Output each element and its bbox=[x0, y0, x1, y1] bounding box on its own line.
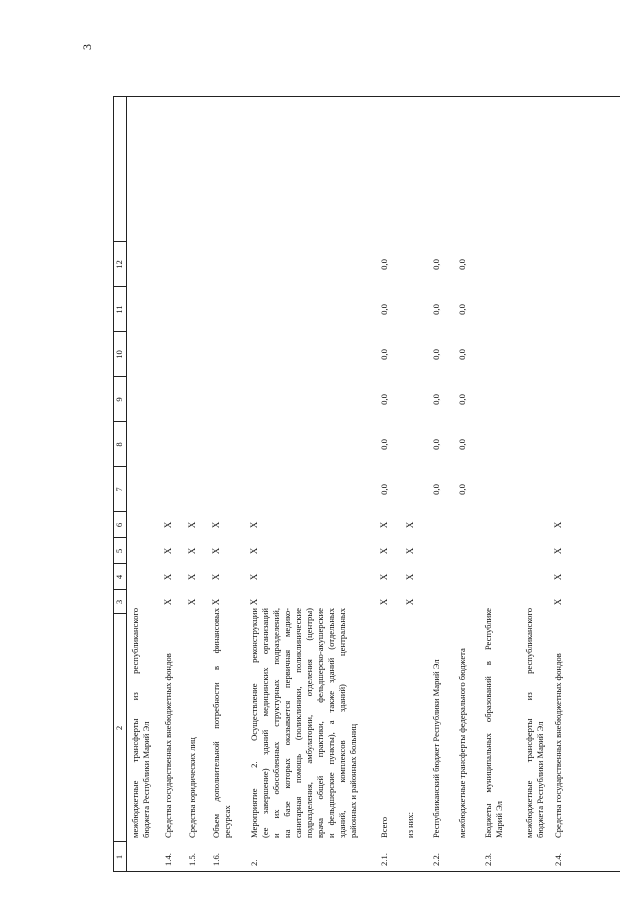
cross-mark: X bbox=[249, 547, 259, 555]
value-cell: 0,0 bbox=[379, 394, 389, 405]
header-cell: 4 bbox=[114, 574, 124, 580]
cross-mark: X bbox=[405, 598, 415, 606]
cross-mark: X bbox=[163, 598, 173, 606]
value-cell: 0,0 bbox=[431, 349, 441, 360]
cross-mark: X bbox=[553, 547, 563, 555]
cross-mark: X bbox=[405, 573, 415, 581]
value-cell: 0,0 bbox=[431, 484, 441, 495]
row-description bbox=[187, 608, 198, 838]
cross-mark: X bbox=[553, 521, 563, 529]
row-number: 2.3. bbox=[483, 853, 493, 866]
cross-mark: X bbox=[553, 573, 563, 581]
row-description-line: районных и районных больниц bbox=[348, 723, 358, 838]
header-cell: 10 bbox=[114, 350, 124, 359]
value-cell: 0,0 bbox=[457, 394, 467, 405]
row-description bbox=[130, 608, 152, 838]
header-bottom-border bbox=[126, 97, 127, 872]
table-left-border bbox=[113, 871, 620, 872]
cross-mark: X bbox=[379, 598, 389, 606]
row-number: 1.5. bbox=[187, 853, 197, 866]
table-right-border bbox=[113, 96, 620, 97]
header-cell: 12 bbox=[114, 260, 124, 269]
row-description-line: Мероприятие 2. Осуществление реконструкции bbox=[249, 608, 259, 838]
row-description-line: Объем дополнительной потребности в финансовых bbox=[211, 608, 221, 838]
row-number: 2.1. bbox=[379, 853, 389, 866]
row-description-line: ресурсах bbox=[222, 805, 232, 838]
row-description-line: Всего bbox=[379, 816, 389, 838]
header-cell: 7 bbox=[114, 487, 124, 492]
cross-mark: X bbox=[405, 521, 415, 529]
value-cell: 0,0 bbox=[379, 304, 389, 315]
row-number: 2.2. bbox=[431, 853, 441, 866]
header-separator bbox=[113, 241, 126, 242]
cross-mark: X bbox=[163, 573, 173, 581]
value-cell: 0,0 bbox=[379, 484, 389, 495]
row-number: 1.4. bbox=[163, 853, 173, 866]
row-description-line: Республиканский бюджет Республики Марий Эл bbox=[431, 659, 441, 838]
header-cell: 11 bbox=[114, 305, 124, 314]
header-cell: 2 bbox=[114, 725, 124, 731]
header-separator bbox=[113, 421, 126, 422]
header-separator bbox=[113, 841, 126, 842]
row-description-line: Средства государственных внебюджетных фондов bbox=[553, 653, 563, 838]
value-cell: 0,0 bbox=[431, 439, 441, 450]
cross-mark: X bbox=[211, 547, 221, 555]
value-cell: 0,0 bbox=[379, 259, 389, 270]
row-description-line: из них: bbox=[405, 811, 415, 838]
row-description bbox=[431, 608, 442, 838]
row-description-line: Средства государственных внебюджетных фондов bbox=[163, 653, 173, 838]
row-description-line: зданий, комплексов зданий) центральных bbox=[337, 608, 347, 838]
row-description-line: межбюджетные трансферты из республиканского bbox=[130, 608, 140, 838]
row-description-line: (ее завершение) зданий медицинских организаций bbox=[260, 608, 270, 838]
header-separator bbox=[113, 613, 126, 614]
value-cell: 0,0 bbox=[431, 259, 441, 270]
value-cell: 0,0 bbox=[431, 394, 441, 405]
cross-mark: X bbox=[249, 521, 259, 529]
header-cell: 3 bbox=[114, 599, 124, 605]
row-description bbox=[553, 608, 564, 838]
cross-mark: X bbox=[249, 598, 259, 606]
header-cell: 8 bbox=[114, 442, 124, 447]
cross-mark: X bbox=[187, 598, 197, 606]
row-description bbox=[483, 608, 505, 838]
row-description-line: на базе которых оказывается первичная медико- bbox=[282, 608, 292, 838]
row-description-line: и фельдшерские пункты), а также зданий (отдельных bbox=[326, 608, 336, 838]
cross-mark: X bbox=[187, 521, 197, 529]
header-cell: 5 bbox=[114, 548, 124, 554]
cross-mark: X bbox=[405, 547, 415, 555]
row-description-line: бюджета Республики Марий Эл bbox=[141, 721, 151, 838]
cross-mark: X bbox=[379, 547, 389, 555]
row-description bbox=[524, 608, 546, 838]
row-description bbox=[457, 608, 468, 838]
header-cell: 9 bbox=[114, 397, 124, 402]
row-description-line: санитарная помощь (поликлиники, поликлинические bbox=[293, 608, 303, 838]
header-separator bbox=[113, 466, 126, 467]
row-description-line: межбюджетные трансферты федерального бюджета bbox=[457, 648, 467, 838]
value-cell: 0,0 bbox=[457, 484, 467, 495]
header-cell: 1 bbox=[114, 854, 124, 860]
value-cell: 0,0 bbox=[457, 439, 467, 450]
value-cell: 0,0 bbox=[431, 304, 441, 315]
row-description-line: межбюджетные трансферты из республиканского bbox=[524, 608, 534, 838]
row-description bbox=[405, 608, 416, 838]
row-description-line: Марий Эл bbox=[494, 801, 504, 838]
row-description bbox=[379, 608, 390, 838]
cross-mark: X bbox=[249, 573, 259, 581]
row-description bbox=[249, 608, 359, 838]
value-cell: 0,0 bbox=[457, 304, 467, 315]
row-description-line: подразделения, амбулатории, отделения (центры) bbox=[304, 608, 314, 838]
header-separator bbox=[113, 331, 126, 332]
value-cell: 0,0 bbox=[379, 349, 389, 360]
value-cell: 0,0 bbox=[457, 259, 467, 270]
row-description-line: бюджета Республики Марий Эл bbox=[535, 721, 545, 838]
cross-mark: X bbox=[553, 598, 563, 606]
cross-mark: X bbox=[211, 521, 221, 529]
row-description bbox=[163, 608, 174, 838]
page-number: 3 bbox=[80, 44, 94, 50]
value-cell: 0,0 bbox=[379, 439, 389, 450]
header-cell: 6 bbox=[114, 522, 124, 528]
row-number: 1.6. bbox=[211, 853, 221, 866]
row-description-line: Средства юридических лиц bbox=[187, 737, 197, 838]
header-separator bbox=[113, 511, 126, 512]
header-separator bbox=[113, 589, 126, 590]
cross-mark: X bbox=[163, 521, 173, 529]
row-number: 2.4. bbox=[553, 853, 563, 866]
cross-mark: X bbox=[211, 598, 221, 606]
cross-mark: X bbox=[379, 573, 389, 581]
rotated-financing-table bbox=[113, 97, 620, 872]
row-description-line: врача общей практики, фельдшерско-акушерские bbox=[315, 608, 325, 838]
header-separator bbox=[113, 286, 126, 287]
row-description bbox=[211, 608, 233, 838]
cross-mark: X bbox=[379, 521, 389, 529]
header-separator bbox=[113, 563, 126, 564]
row-description-line: Бюджеты муниципальных образований в Республике bbox=[483, 608, 493, 838]
header-separator bbox=[113, 376, 126, 377]
value-cell: 0,0 bbox=[457, 349, 467, 360]
cross-mark: X bbox=[163, 547, 173, 555]
row-description-line: и их обособленных структурных подразделений, bbox=[271, 608, 281, 838]
cross-mark: X bbox=[211, 573, 221, 581]
row-number: 2. bbox=[249, 859, 259, 866]
cross-mark: X bbox=[187, 547, 197, 555]
cross-mark: X bbox=[187, 573, 197, 581]
header-separator bbox=[113, 537, 126, 538]
